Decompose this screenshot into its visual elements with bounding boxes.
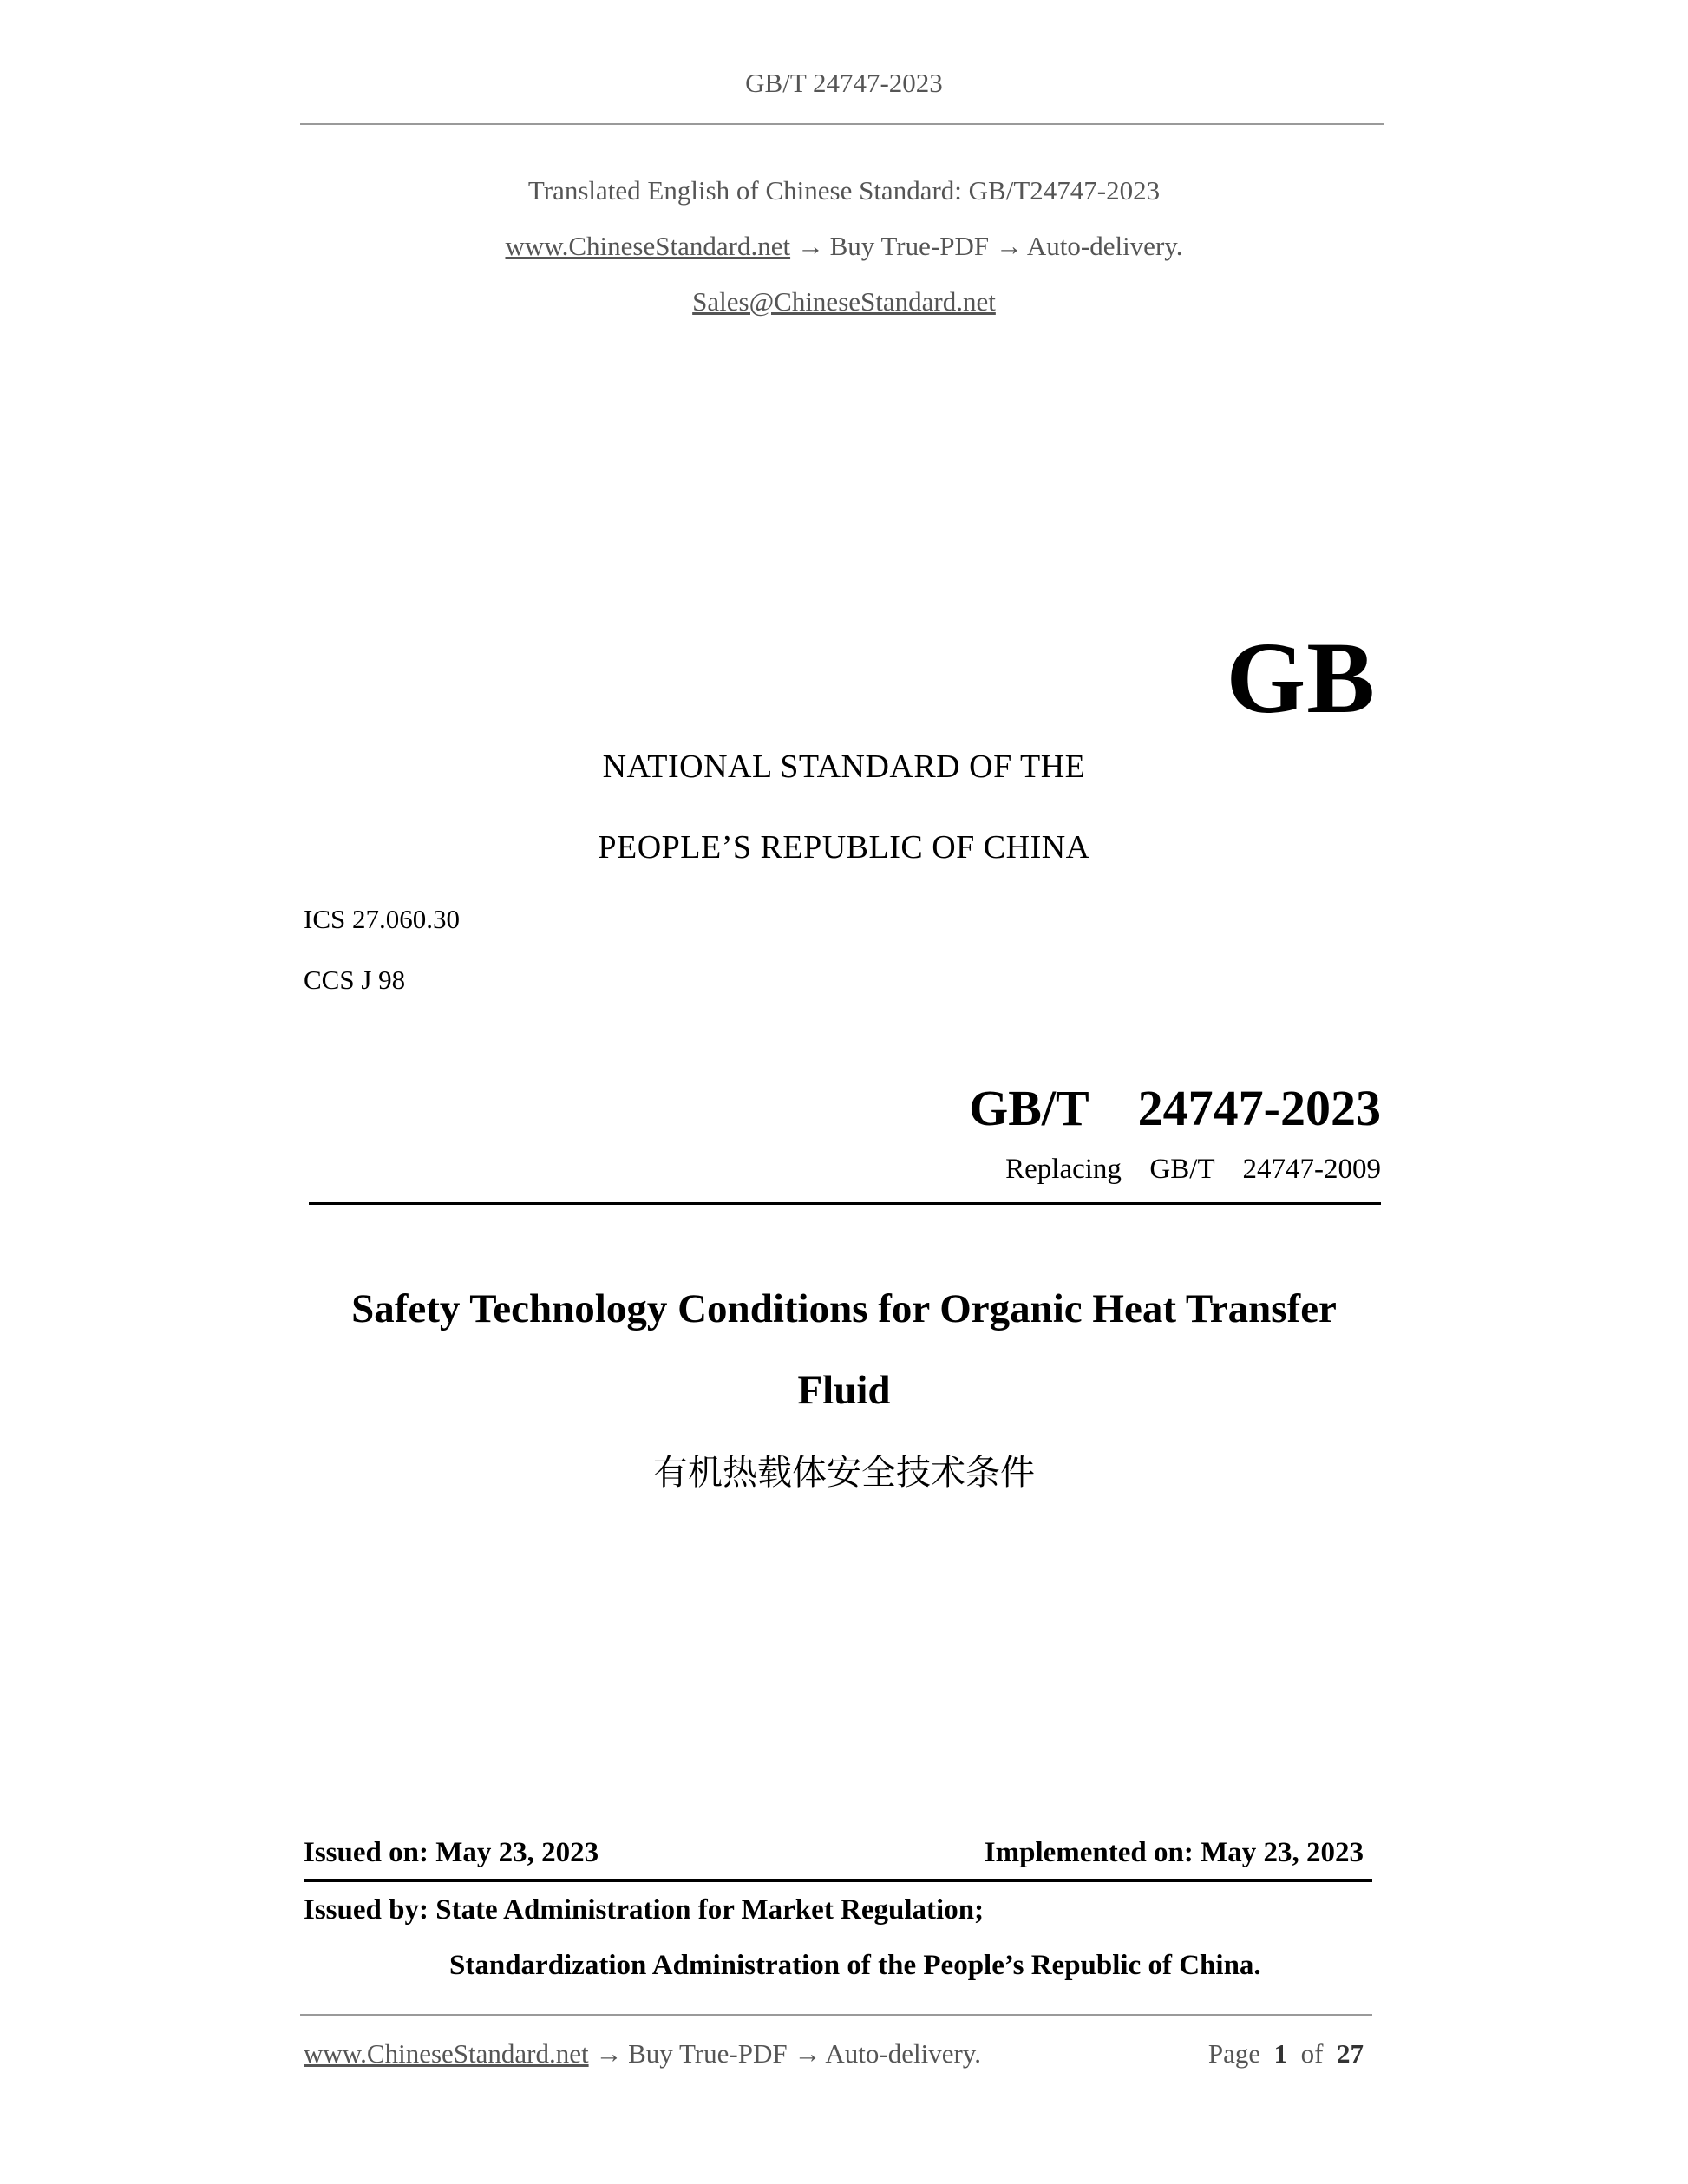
purchase-line — [0, 231, 1688, 262]
standard-number: GB/T 24747-2023 — [969, 1080, 1381, 1136]
national-standard-line2: PEOPLE’S REPUBLIC OF CHINA — [598, 829, 1090, 866]
footer-buy-text: Buy True-PDF — [628, 2038, 788, 2069]
national-standard-line1: NATIONAL STANDARD OF THE — [602, 749, 1086, 785]
page-of: of — [1300, 2038, 1324, 2069]
email-link[interactable]: Sales@ChineseStandard.net — [692, 286, 996, 317]
issued-by-line2: Standardization Administration of the People’s Republic of China. — [449, 1950, 1261, 1981]
arrow-right-icon: → — [796, 231, 824, 261]
implemented-on-date: Implemented on: May 23, 2023 — [984, 1837, 1364, 1868]
issued-on-date: Issued on: May 23, 2023 — [304, 1837, 599, 1868]
page-number — [1208, 2038, 1364, 2070]
ics-code: ICS 27.060.30 — [304, 904, 460, 934]
page-current: 1 — [1273, 2038, 1288, 2069]
auto-delivery-text: Auto-delivery. — [1026, 231, 1183, 261]
footer-purchase-line — [304, 2038, 981, 2070]
translation-notice: Translated English of Chinese Standard: GB/T24747-2023 — [527, 175, 1161, 206]
dates-divider — [304, 1879, 1372, 1882]
arrow-right-icon: → — [794, 2038, 821, 2069]
running-header: GB/T 24747-2023 — [745, 68, 943, 98]
footer-divider — [300, 2014, 1372, 2016]
header-divider — [300, 123, 1384, 125]
gb-mark: GB — [1226, 621, 1376, 735]
email-line — [0, 286, 1688, 317]
english-title-line2: Fluid — [797, 1368, 891, 1413]
page-label: Page — [1207, 2038, 1261, 2069]
english-title-line1: Safety Technology Conditions for Organic Heat Transfer — [351, 1286, 1337, 1331]
page-total: 27 — [1337, 2038, 1364, 2069]
site-link[interactable]: www.ChineseStandard.net — [505, 231, 791, 261]
footer-site-link[interactable]: www.ChineseStandard.net — [304, 2038, 589, 2069]
chinese-title: 有机热载体安全技术条件 — [653, 1453, 1035, 1493]
arrow-right-icon: → — [995, 231, 1023, 261]
ccs-code: CCS J 98 — [304, 964, 406, 995]
issued-by-line1: Issued by: State Administration for Market Regulation; — [304, 1894, 985, 1926]
title-divider — [309, 1202, 1381, 1205]
footer-auto-delivery-text: Auto-delivery. — [825, 2038, 982, 2069]
buy-text: Buy True-PDF — [829, 231, 990, 261]
replacing-standard: Replacing GB/T 24747-2009 — [1005, 1154, 1381, 1185]
arrow-right-icon: → — [595, 2038, 623, 2069]
